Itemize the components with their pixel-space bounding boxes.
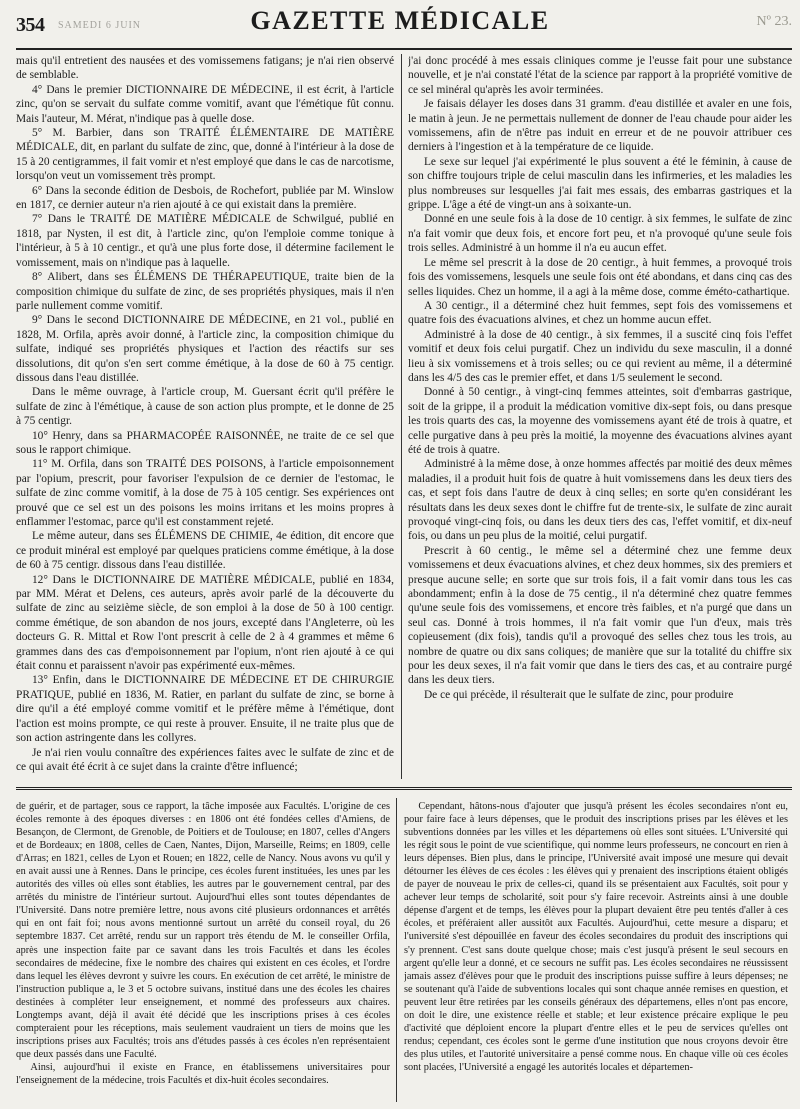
feuilleton-rule (16, 787, 792, 790)
header-rule (16, 48, 792, 50)
paragraph: 7° Dans le TRAITÉ DE MATIÈRE MÉDICALE de Schwilgué, publié en 1818, par Nysten, il est dit, à l'article zinc, qu'on l'emploie comme tonique à l'intérieur, à 5 à 10 centigr., et qu'à une plus forte dose, il détermine facilement le vomissement, mais on n'indique pas à laquelle. (16, 213, 394, 269)
paragraph: 8° Alibert, dans ses ÉLÉMENS DE THÉRAPEUTIQUE, traite bien de la composition chimique du sulfate de zinc, de ses propriétés physiques, mais il n'en parle nullement comme vomitif. (16, 271, 394, 312)
paragraph: 9° Dans le second DICTIONNAIRE DE MÉDECINE, en 21 vol., publié en 1828, M. Orfila, après avoir donné, à l'article zinc, la composition chimique du sulfate, indiqué ses propriétés physiques et l'action des réactifs sur ses dissolutions, dit qu'on s'en sert comme émétique, à la dose de 60 à 75 centigr. dissous dans l'eau distillée. (16, 314, 394, 384)
paragraph: A 30 centigr., il a déterminé chez huit femmes, sept fois des vomissemens et quatre fois des évacuations alvines, et chez un homme aucun effet. (408, 299, 792, 327)
paragraph: 13° Enfin, dans le DICTIONNAIRE DE MÉDECINE ET DE CHIRURGIE PRATIQUE, publié en 1836, M. Ratier, en parlant du sulfate de zinc, se borne à dire qu'il a été employé comme vomitif et le préfère même à l'émétique, dont l'action est moins prompte, ce qui reste à prouver. Ensuite, il ne traite plus que de son action astringente dans les collyres. (16, 674, 394, 745)
paragraph: Le même auteur, dans ses ÉLÉMENS DE CHIMIE, 4e édition, dit encore que ce produit minéral est employé par quelques praticiens comme émétique, à la dose de 60 à 75 centigr. dissous dans l'eau distillée. (16, 530, 394, 572)
paragraph: Administré à la dose de 40 centigr., à six femmes, il a suscité cinq fois l'effet vomitif et deux fois celui purgatif. Chez un individu du sexe masculin, il a donné lieu à six vomissemens et à trois selles; ou ce qui revient au même, il a déterminé dans les 4/5 des cas le premier effet, et dans 1/5 seulement le second. (408, 328, 792, 384)
upper-right-column (408, 54, 792, 779)
paragraph: Je n'ai rien voulu connaître des expériences faites avec le sulfate de zinc et de ce qui avait été écrit à ce sujet dans la crainte d'être influencé; (16, 746, 394, 773)
paragraph: mais qu'il entretient des nausées et des vomissemens fatigans; je n'ai rien observé de semblable. (16, 55, 394, 82)
paragraph: De ce qui précède, il résulterait que le sulfate de zinc, pour produire (423, 688, 734, 701)
paragraph: Prescrit à 60 centig., le même sel a déterminé chez une femme deux vomissemens et deux évacuations alvines, et chez deux hommes, six des premiers et presque aucune selle; en sorte que sur trois fois, il a fait vomir dans tous les cas abondamment; enfin à la dose de 75 centig., il n'a déterminé chez quatre femmes qu'une seule fois des vomissemens, et encore très faibles, et n'a purgé que dans un seul cas. Donné à trois hommes, il n'a fait vomir que l'un d'eux, mais très copieusement (dix fois), tandis qu'il a provoqué des selles chez tous les trois, au nombre de quatre ou dix sans coliques; de manière que sur la totalité du chiffre six pour les deux sexes, il n'a fait vomir que dans le tiers des cas, et au contraire purgé dans les deux tiers. (408, 544, 792, 687)
paragraph: 10° Henry, dans sa PHARMACOPÉE RAISONNÉE, ne traite de ce sel que sous le rapport chimique. (16, 429, 394, 456)
paragraph: de guérir, et de partager, sous ce rapport, la tâche imposée aux Facultés. L'origine de ces écoles remonte à des époques diverses : en 1806 ont été fondées celles d'Amiens, de Besançon, de Clermont, de Grenoble, de Poitiers et de Toulouse; en 1807, celles d'Angers et de Bordeaux; en 1808, celles de Caen, Nantes, Dijon, Marseille, Reims; en 1809, celle d'Arras; en 1821, celles de Lyon et Rouen; en 1822, celle de Nancy. Nous avons vu qu'il y en avait aussi une à Rennes. Dans le principe, ces écoles furent instituées, les unes par les autorités des villes où elles sont établies, les autres par le gouvernement central, par des arrêtés du ministre de l'intérieur surtout. Aujourd'hui elles sont toutes dépendantes de l'Université. Dans notre première lettre, nous avons cité plusieurs ordonnances et arrêtés qui en ont fait foi; nous avons mentionné surtout un arrêté du conseil royal, du 26 septembre 1837. Cet arrêté, rendu sur un rapport très étendu de M. le conseiller Orfila, après une inspection faite par ce savant dans les trois Facultés et dans les écoles secondaires de médecine, fixe le nombre des chaires qui existent en ces écoles, et l'ordre dans lequel les élèves devront y suivre les cours. En exécution de cet arrêté, le ministre de l'instruction publique a, le 3 et 5 octobre suivans, institué dans une des écoles les chaires destinées à compléter leur enseignement, et nommé des professeurs aux chaires. Longtemps avant, déjà il avait été décidé que les inscriptions prises à ces écoles compteraient pour les réceptions, mais seulement vaudraient un tiers de moins que les inscriptions prises aux Facultés; trois ans d'études passés à ces écoles n'en représentaient que deux passés dans une Faculté. (16, 801, 390, 1060)
paragraph: Le sexe sur lequel j'ai expérimenté le plus souvent a été le féminin, à cause de son chiffre toujours triple de celui masculin dans les infirmeries, et les maladies les plus nombreuses sur lesquelles j'ai fait mes essais, des embarras gastriques et la grippe. L'âge a été de vingt-un ans à soixante-un. (408, 155, 792, 212)
page-header (0, 0, 800, 44)
masthead-title: GAZETTE MÉDICALE (250, 6, 550, 35)
paragraph: 5° M. Barbier, dans son TRAITÉ ÉLÉMENTAIRE DE MATIÈRE MÉDICALE, dit, en parlant du sulfate de zinc, que, donné à l'intérieur à la dose de 15 à 20 centigrammes, il fait vomir et n'est employé que dans le cas de narcotisme, lorsqu'on veut un vomissement très prompt. (16, 127, 394, 183)
paragraph: 6° Dans la seconde édition de Desbois, de Rochefort, publiée par M. Winslow en 1817, ce dernier auteur n'a rien ajouté à ce qui existait dans la première. (16, 184, 394, 212)
paragraph: 4° Dans le premier DICTIONNAIRE DE MÉDECINE, il est écrit, à l'article zinc, qu'on se servait du sulfate comme vomitif, avant que l'émétique fût connu. Mais l'auteur, M. Mérat, n'indique pas à quelle dose. (16, 83, 394, 125)
paragraph: Donné en une seule fois à la dose de 10 centigr. à six femmes, le sulfate de zinc n'a fait vomir que deux fois, et encore fort peu, et n'a provoqué qu'une seule fois trois selles. Administré à un homme il n'a eu aucun effet. (408, 213, 792, 255)
paragraph: Je faisais délayer les doses dans 31 gramm. d'eau distillée et avaler en une fois, le matin à jeun. Je ne permettais nullement de donner de l'eau chaude pour aider les vomissemens, afin de n'être pas induit en erreur et de ne pouvoir attribuer ces derniers à l'ingestion et à la température de ce liquide. (408, 98, 792, 154)
lower-left-column (16, 800, 390, 1100)
upper-article (16, 54, 792, 779)
paragraph: j'ai donc procédé à mes essais cliniques comme je l'eusse fait pour une substance nouvelle, et je n'ai constaté l'état de la science par rapport à la propriété vomitive de ce sel minéral qu'après les avoir terminées. (408, 55, 792, 96)
issue-number: Nº 23. (756, 14, 792, 29)
lower-column-divider (396, 798, 397, 1102)
paragraph: Donné à 50 centigr., à vingt-cinq femmes atteintes, soit d'embarras gastrique, soit de la grippe, il a produit la médication vomitive dix-sept fois, ou dans presque les trois quarts des cas, la moyenne des vomissemens ayant été de trois à quatre, et celle purgative dans à peu près la moitié, la moyenne des évacuations alvines ayant été de trois à quatre. (408, 386, 792, 456)
paragraph: Dans le même ouvrage, à l'article croup, M. Guersant écrit qu'il préfère le sulfate de zinc à l'émétique, à cause de son action plus prompte, et le donne de 25 à 75 centigr. (16, 386, 394, 428)
paragraph: Administré à la même dose, à onze hommes affectés par moitié des deux mêmes maladies, il a produit huit fois de quatre à huit vomissemens dans les deux tiers des cas, et sept fois dans l'autre de deux à cinq selles; en sorte qu'en considérant les résultats dans les deux sexes dont le chiffre fut de trente-six, le sulfate de zinc aurait provoqué vingt-cinq fois, ou dans les deux tiers des cas, l'effet vomitif, et dix-neuf fois, ou dans un peu plus de la moitié, celui purgatif. (408, 458, 792, 543)
upper-left-column (16, 54, 394, 779)
paragraph: 11° M. Orfila, dans son TRAITÉ DES POISONS, à l'article empoisonnement par l'opium, prescrit, pour favoriser l'expulsion de ce dernier de l'estomac, le sulfate de zinc comme vomitif, à la dose de 75 à 105 centigr. Ses expériences ont prouvé que ce sel est un des poisons les moins irritans et les moins propres à enflammer l'estomac, parce qu'il est constamment rejeté. (16, 458, 394, 528)
page-number: 354 (16, 14, 45, 36)
column-divider (401, 54, 402, 779)
paragraph: Cependant, hâtons-nous d'ajouter que jusqu'à présent les écoles secondaires n'ont eu, pour faire face à leurs dépenses, que le produit des inscriptions prises par les élèves et les subventions données par les villes et les départemens où elles sont situées. L'Université qui les régit sous le point de vue scientifique, qui nomme leurs professeurs, ne concourt en rien à leurs dépenses. Bien plus, dans le principe, l'Université avait imposé une mesure qui devait détourner les élèves de ces écoles : les élèves qui y prenaient des inscriptions étaient obligés de payer de nouveau le prix de celles-ci, quand ils se présentaient aux Facultés, soit pour y achever leur temps de scholarité, soit pour s'y faire recevoir. Astreints ainsi à une double dépense d'argent et de temps, les élèves pour la plupart devaient être peu tentés d'aller à ces écoles, et préféraient aller aussitôt aux Facultés. Aujourd'hui, cette mesure a disparu; et l'université s'est dépouillée en faveur des écoles secondaires du produit des inscriptions qui s'y prennent. C'est sans doute quelque chose; mais c'est jusqu'à présent le seul secours en argent qu'elle leur a donné, et ce secours ne suffit pas. Les écoles secondaires ne réussissent jamais assez d'élèves pour que le produit des inscriptions puisse suffire à leurs dépenses; ne se soutenant qu'à l'aide de subventions locales qui sont chaque année remises en question, et peuvent leur être retirées par les conseils généraux des départemens, elles n'ont pas encore, on doit le dire, une existence réelle et stable; et leur existence précaire explique le peu d'activité que déploient encore la plupart d'entre elles et le peu de services qu'elles ont rendus; cependant, ces écoles sont le germe d'une institution que nous croyons devoir être des plus utiles, et l'autorité universitaire a pensé comme nous. En chaque ville où ces écoles sont placées, l'Université a engagé les autorités locales et départemen- (404, 801, 788, 1073)
paragraph: Ainsi, aujourd'hui il existe en France, en établissemens universitaires pour l'enseignement de la médecine, trois Facultés et dix-huit écoles secondaires. (16, 1061, 390, 1086)
lower-right-column (404, 800, 788, 1100)
running-date: SAMEDI 6 JUIN (58, 20, 141, 31)
paragraph: Le même sel prescrit à la dose de 20 centigr., à huit femmes, a provoqué trois fois des vomissemens, lesquels une seule fois ont été abondans, et dans cinq cas des selles liquides. Chez un homme, il a agi à la même dose, comme éméto-cathartique. (408, 256, 792, 298)
paragraph: 12° Dans le DICTIONNAIRE DE MATIÈRE MÉDICALE, publié en 1834, par MM. Mérat et Delens, ces auteurs, après avoir parlé de la découverte du sulfate de zinc au seizième siècle, de son emploi à la dose de 50 à 100 centigr. comme émétique, de son abandon de nos jours, excepté dans l'Angleterre, où les docteurs G. R. Mittal et Row l'ont prescrit à celle de 2 à 4 grammes et même 6 grammes dans des cas d'empoisonnement par l'opium, n'ont rien ajouté à ce qui était connu et paraissent n'avoir pas expérimenté eux-mêmes. (16, 573, 394, 673)
